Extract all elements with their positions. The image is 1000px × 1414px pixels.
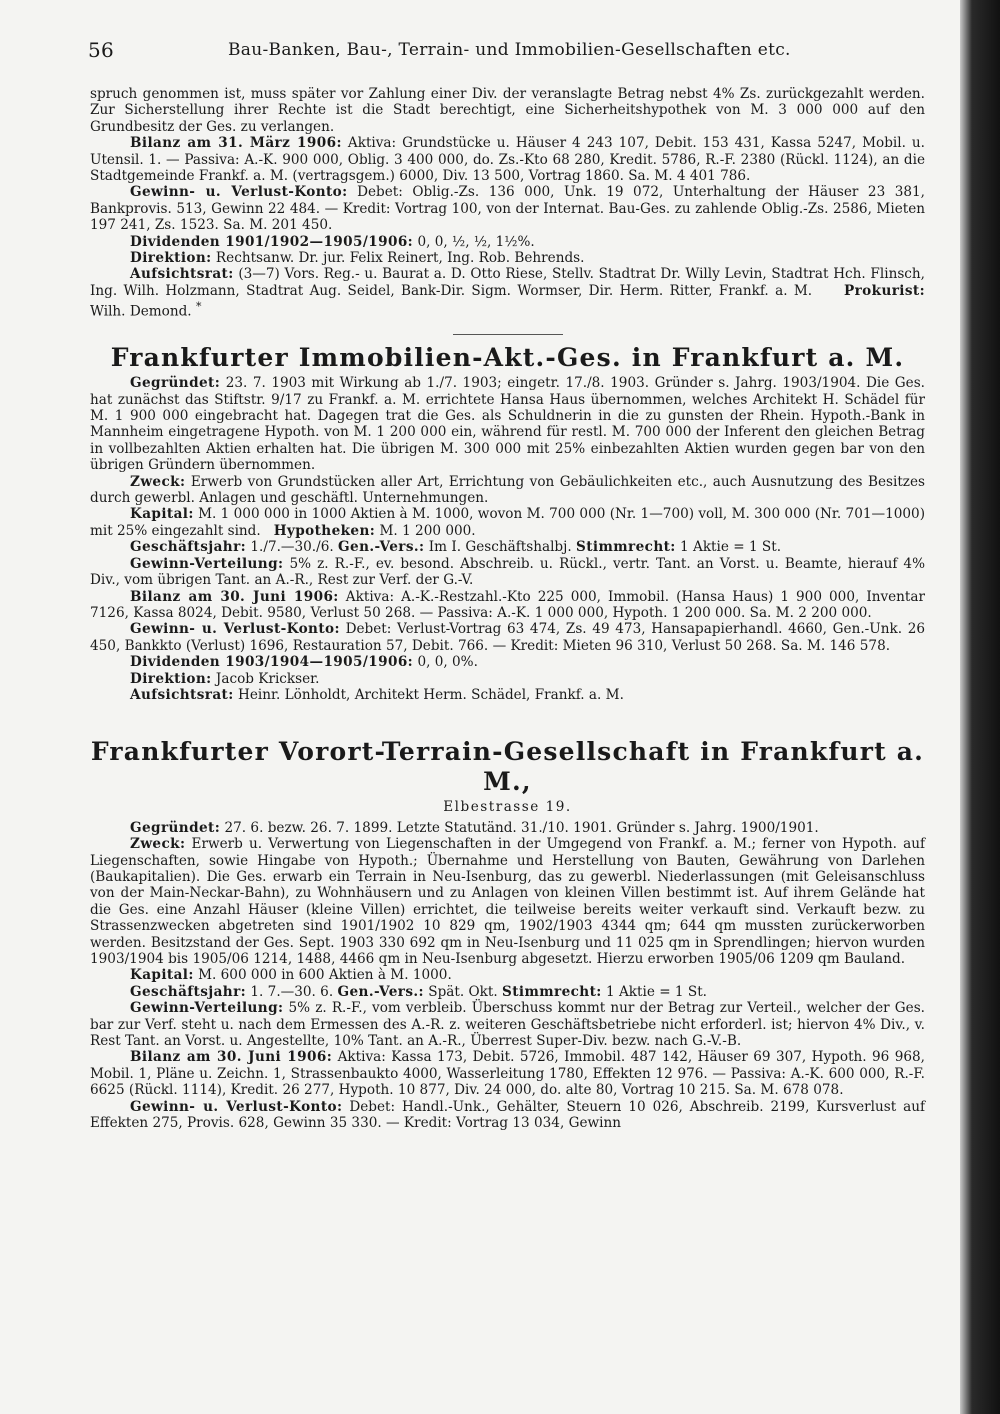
company-address: Elbestrasse 19.	[443, 799, 572, 816]
running-title: Bau-Banken, Bau-, Terrain- und Immobilien-Gesellschaften etc.	[228, 40, 791, 60]
entry-label: Direktion:	[130, 670, 212, 687]
founded-entry	[90, 820, 925, 836]
entry-label: Gewinn-Verteilung:	[130, 1000, 284, 1017]
entry-label: Stimmrecht:	[576, 539, 676, 556]
supervisory-board-entry	[90, 266, 925, 320]
entry-text: Aktiva: A.-K.-Restzahl.-Kto 225 000, Immobil. (Hansa Haus) 1 900 000, Inventar 7126, Kassa 8024, Debit. 9580, Verlust 50 268. — Passiva: A.-K. 1 000 000, Hypoth. 1 200 000. Sa. M. 2 200 000.	[90, 588, 926, 621]
entry-label: Gewinn- u. Verlust-Konto:	[130, 1098, 343, 1115]
entry-text: M. 1 000 000 in 1000 Aktien à M. 1000, wovon M. 700 000 (Nr. 1—700) voll, M. 300 000 (Nr. 701—1000) mit 25% eingezahlt sind.	[90, 506, 925, 539]
entry-text: Aktiva: Grundstücke u. Häuser 4 243 107, Debit. 153 431, Kassa 5247, Mobil. u. Utensil. 1. — Passiva: A.-K. 900 000, Oblig. 3 400 000, do. Zs.-Kto 68 280, Kredit. 5786, R.-F. 2380 (Rückl. 1124), an die Stadtgemeinde Frankf. a. M. (vertragsgem.) 6000, Div. 13 500, Vortrag 1860. Sa. M. 4 401 786.	[90, 135, 925, 185]
capital-entry	[90, 506, 925, 539]
entry-text: Erwerb u. Verwertung von Liegenschaften in der Umgegend von Frankf. a. M.; ferner von Hypoth. auf Liegenschaften, sowie Hingabe von Hypoth.; Übernahme und Herstellung von Bauten, Gewährung von Darlehen (Baukapitalien). Die Ges. erwarb ein Terrain in Neu-Isenburg, das zu gewerbl. Niederlassungen (mit Geleisanschluss von der Main-Neckar-Bahn), zu Wohnhäusern und zu Anlagen von kleinen Villen bestimmt ist. Auf ihrem Gelände hat die Ges. eine Anzahl Häuser (kleine Villen) errichtet, die teilweise bereits weiter verkauft sind. Verkauft bezw. zu Strassenzwecken abgetreten sind 1901/1902 10 829 qm, 1902/1903 4344 qm; 644 qm mussten zurückerworben werden. Besitzstand der Ges. Sept. 1903 330 692 qm in Neu-Isenburg und 11 025 qm in Sprendlingen; hiervon wurden 1903/1904 bis 1905/06 1214, 1488, 4466 qm in Neu-Isenburg abgesetzt. Hierzu erworben 1905/06 1209 qm Bauland.	[90, 836, 925, 967]
board-entry	[90, 671, 925, 687]
entry-text: 5% z. R.-F., ev. besond. Abschreib. u. Rückl., vertr. Tant. an Vorst. u. Beamte, hierauf 4% Div., vom übrigen Tant. an A.-R., Rest zur Verf. der G.-V.	[90, 555, 926, 589]
entry-text: M. 1 200 000.	[379, 522, 476, 539]
board-entry	[90, 250, 925, 266]
entry-label: Stimmrecht:	[501, 983, 602, 1000]
page-number: 56	[88, 38, 115, 62]
entry-text: 1. 7.—30. 6.	[250, 983, 334, 1000]
entry-text: 23. 7. 1903 mit Wirkung ab 1./7. 1903; eingetr. 17./8. 1903. Gründer s. Jahrg. 1903/1904. Die Ges. hat zunächst das Stiftstr. 9/17 zu Frankf. a. M. errichtete Hansa Haus übernommen, welches Architekt H. Schädel für M. 1 900 000 eingebracht hat. Dagegen trat die Ges. als Schuldnerin in die zu gunsten der Rhein. Hypoth.-Bank in Mannheim eingetragene Hypoth. von M. 1 200 000 ein, während für restl. M. 700 000 der Inferent den gleichen Betrag in vollbezahlten Aktien erhalten hat. Die übrigen M. 300 000 mit 25% einbezahlten Aktien wurden gegen bar von den übrigen Gründern übernommen.	[90, 375, 926, 474]
page-body	[90, 86, 925, 1131]
entry-label: Direktion:	[130, 250, 212, 267]
company-heading: Frankfurter Vorort-Terrain-Gesellschaft in Frankfurt a. M.,	[90, 737, 925, 797]
entry-text: M. 600 000 in 600 Aktien à M. 1000.	[198, 967, 452, 984]
entry-label: Gewinn- u. Verlust-Konto:	[130, 184, 348, 201]
entry-label: Gen.-Vers.:	[337, 983, 424, 1000]
scan-edge-shadow	[960, 0, 1000, 1414]
entry-label: Dividenden 1901/1902—1905/1906:	[130, 233, 414, 250]
continued-paragraph: spruch genommen ist, muss später vor Zahlung einer Div. der veranslagte Betrag nebst 4% Zs. zurückgezahlt werden. Zur Sicherstellung ihrer Rechte ist die Stadt berechtigt, eine Sicherheitshypothek von M. 3 000 000 auf den Grundbesitz der Ges. zu verlangen.	[90, 86, 925, 135]
entry-text: Erwerb von Grundstücken aller Art, Errichtung von Gebäulichkeiten etc., auch Ausnutzung des Besitzes durch gewerbl. Anlagen und geschäftl. Unternehmungen.	[90, 473, 925, 507]
entry-text: Spät. Okt.	[428, 983, 498, 1000]
entry-text: Aktiva: Kassa 173, Debit. 5726, Immobil. 487 142, Häuser 69 307, Hypoth. 96 968, Mobil. 1, Pläne u. Zeichn. 1, Strassenbaukto 4000, Wasserleitung 1780, Effekten 12 976. — Passiva: A.-K. 600 000, R.-F. 6625 (Rückl. 1114), Kredit. 26 277, Hypoth. 10 877, Div. 24 000, do. alte 80, Vortrag 10 215. Sa. M. 678 078.	[90, 1049, 925, 1099]
entry-label: Dividenden 1903/1904—1905/1906:	[130, 654, 414, 671]
entry-text: 1 Aktie = 1 St.	[680, 539, 782, 556]
profit-distribution-entry	[90, 556, 925, 589]
purpose-entry	[90, 474, 925, 507]
company-heading: Frankfurter Immobilien-Akt.-Ges. in Frankfurt a. M.	[110, 343, 905, 373]
entry-label: Gewinn-Verteilung:	[130, 555, 284, 572]
profit-distribution-entry	[90, 1000, 925, 1049]
entry-label: Kapital:	[130, 967, 194, 984]
dividends-entry	[90, 654, 925, 670]
balance-sheet-entry	[90, 589, 925, 622]
profit-loss-entry	[90, 184, 925, 233]
entry-label: Prokurist:	[843, 282, 925, 299]
entry-label: Zweck:	[130, 836, 186, 853]
entry-text: 27. 6. bezw. 26. 7. 1899. Letzte Statutänd. 31./10. 1901. Gründer s. Jahrg. 1900/1901.	[224, 819, 819, 836]
entry-text: 0, 0, ½, ½, 1½%.	[417, 233, 535, 250]
entry-label: Aufsichtsrat:	[130, 686, 234, 703]
balance-sheet-entry	[90, 1049, 925, 1098]
entry-text: Heinr. Lönholdt, Architekt Herm. Schädel, Frankf. a. M.	[237, 686, 624, 703]
entry-text: 0, 0, 0%.	[417, 654, 478, 671]
entry-text: Debet: Oblig.-Zs. 136 000, Unk. 19 072, Unterhaltung der Häuser 23 381, Bankprovis. 513, Gewinn 22 484. — Kredit: Vortrag 100, von der Internat. Bau-Ges. zu zahlende Oblig.-Zs. 2586, Mieten 197 241, Zs. 1523. Sa. M. 201 450.	[90, 184, 925, 234]
entry-text: 5% z. R.-F., vom verbleib. Überschuss kommt nur der Betrag zur Verteil., welcher der Ges. bar zur Verf. steht u. nach dem Ermessen des A.-R. z. weiteren Geschäftsbetriebe nicht erforderl. ist; hiervon 4% Div., v. Rest Tant. an Vorst. u. Angestellte, 10% Tant. an A.-R., Überrest Super-Div. bezw. nach G.-V.-B.	[90, 1000, 925, 1050]
entry-label: Geschäftsjahr:	[130, 539, 247, 556]
entry-label: Gegründet:	[130, 819, 221, 836]
entry-label: Kapital:	[130, 506, 194, 523]
running-header	[88, 38, 908, 62]
section-gap	[90, 703, 925, 731]
purpose-entry	[90, 836, 925, 967]
balance-sheet-entry	[90, 135, 925, 184]
entry-label: Zweck:	[130, 473, 186, 490]
entry-text: 1 Aktie = 1 St.	[606, 983, 707, 1000]
entry-label: Gegründet:	[130, 375, 221, 392]
entry-text: (3—7) Vors. Reg.- u. Baurat a. D. Otto Riese, Stellv. Stadtrat Dr. Willy Levin, Stadtrat Hch. Flinsch, Ing. Wilh. Holzmann, Stadtrat Aug. Seidel, Bank-Dir. Sigm. Wormser, Dir. Herm. Ritter, Frankf. a. M.	[90, 266, 925, 299]
entry-label: Bilanz am 31. März 1906:	[130, 135, 342, 152]
fiscal-year-entry	[90, 539, 925, 555]
profit-loss-entry	[90, 621, 925, 654]
fiscal-year-entry	[90, 984, 925, 1000]
entry-label: Bilanz am 30. Juni 1906:	[130, 1049, 333, 1066]
footnote-mark: *	[195, 300, 202, 314]
supervisory-board-entry	[90, 687, 925, 703]
entry-text: 1./7.—30./6.	[250, 539, 334, 556]
entry-text: Wilh. Demond.	[90, 303, 192, 320]
entry-label: Bilanz am 30. Juni 1906:	[130, 588, 339, 605]
entry-label: Geschäftsjahr:	[130, 983, 247, 1000]
founded-entry	[90, 375, 925, 473]
dividends-entry	[90, 234, 925, 250]
entry-text: Im I. Geschäftshalbj.	[428, 539, 572, 556]
entry-text: Debet: Verlust-Vortrag 63 474, Zs. 49 473, Hansapapierhandl. 4660, Gen.-Unk. 26 450, Bankkto (Verlust) 1696, Restauration 57, Debit. 766. — Kredit: Mieten 96 310, Verlust 50 268. Sa. M. 146 578.	[90, 621, 926, 654]
capital-entry	[90, 967, 925, 983]
entry-label: Hypotheken:	[273, 522, 376, 539]
entry-label: Gen.-Vers.:	[338, 539, 425, 556]
entry-text: Jacob Krickser.	[215, 670, 320, 687]
profit-loss-entry	[90, 1099, 925, 1132]
section-divider	[453, 334, 563, 335]
entry-label: Aufsichtsrat:	[130, 266, 234, 283]
entry-text: Debet: Handl.-Unk., Gehälter, Steuern 10 026, Abschreib. 2199, Kursverlust auf Effekten 275, Provis. 628, Gewinn 35 330. — Kredit: Vortrag 13 034, Gewinn	[90, 1098, 925, 1132]
entry-label: Gewinn- u. Verlust-Konto:	[130, 621, 340, 638]
entry-text: Rechtsanw. Dr. jur. Felix Reinert, Ing. Rob. Behrends.	[215, 250, 585, 267]
